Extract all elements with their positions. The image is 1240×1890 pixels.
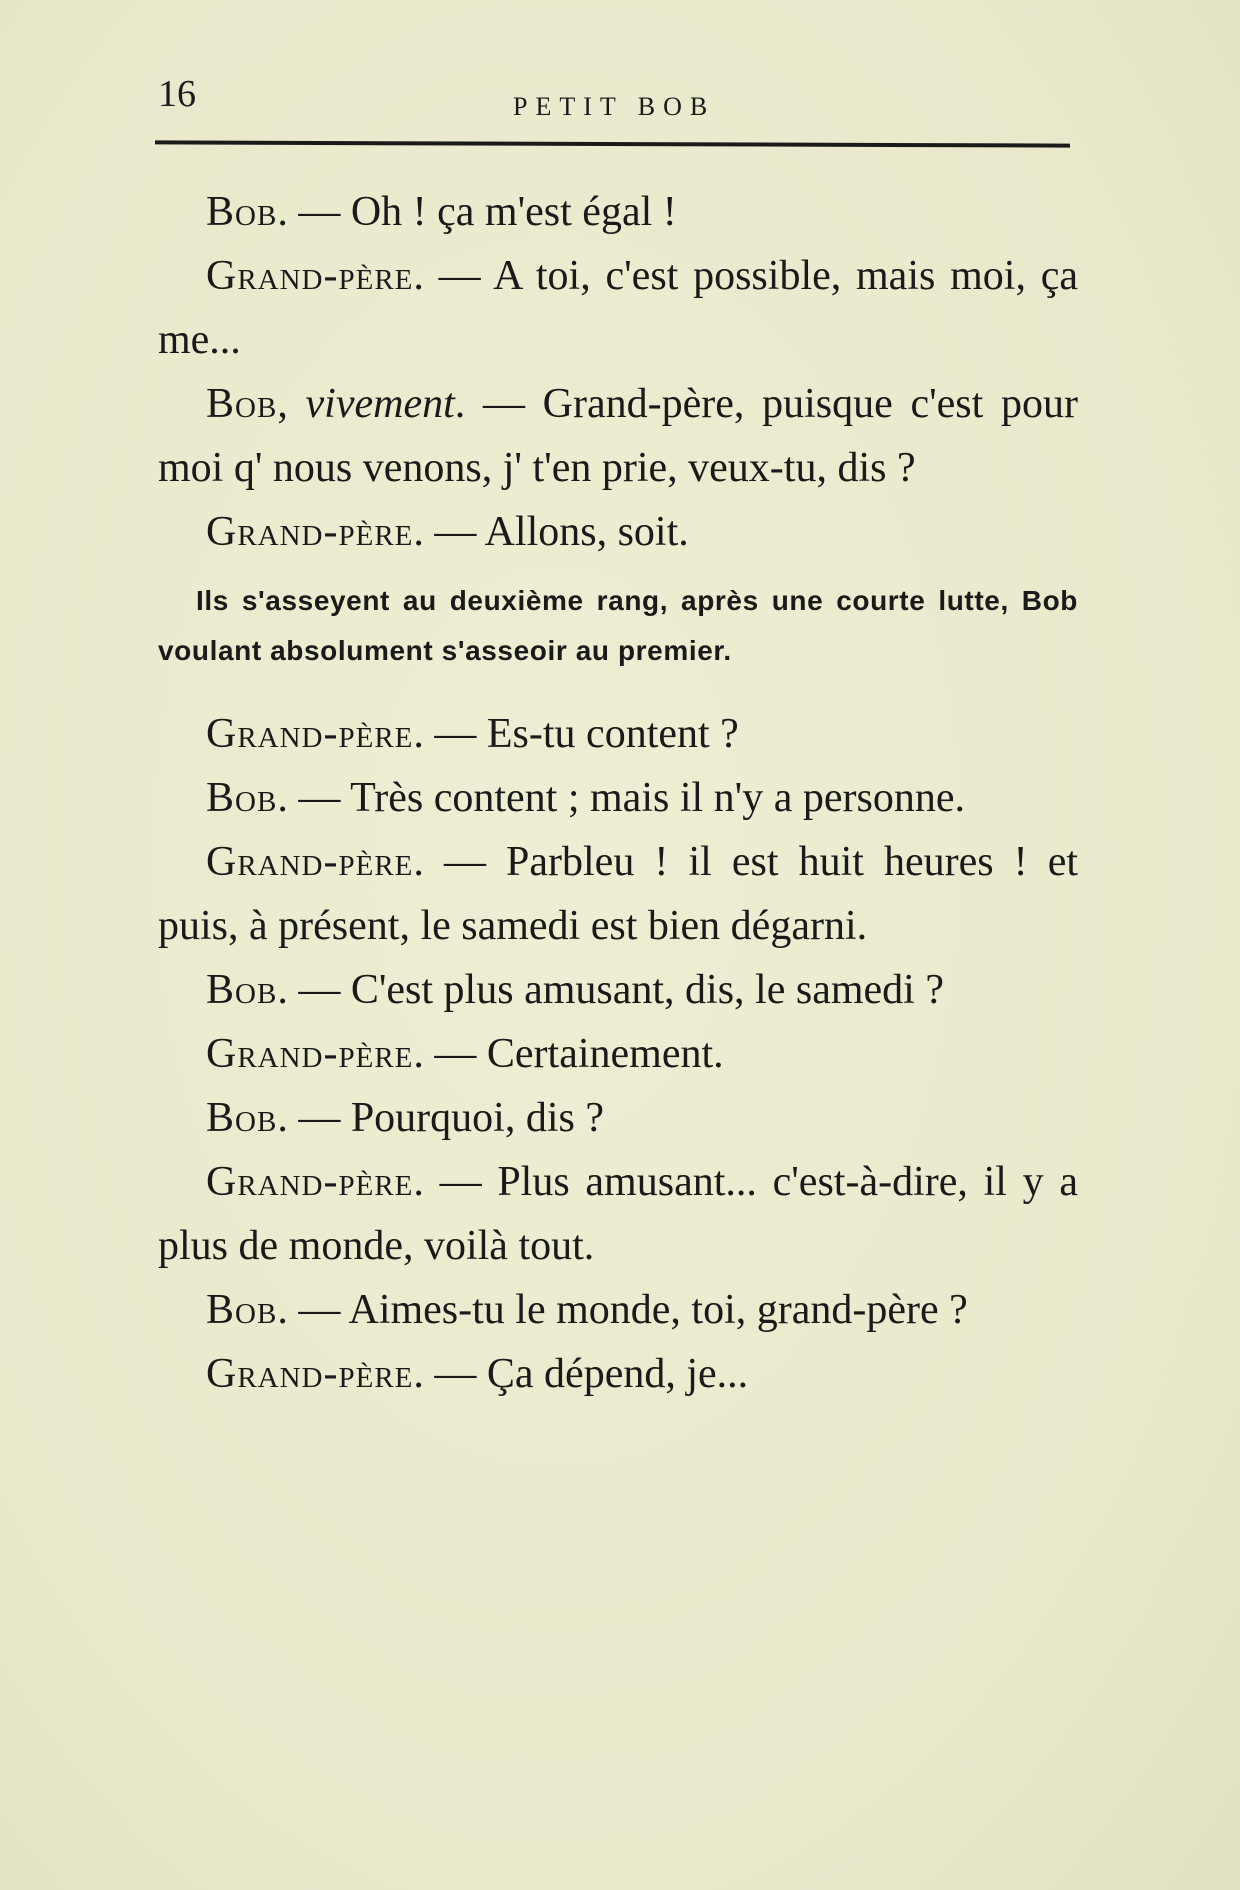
dialogue-line (158, 1150, 1078, 1278)
dialogue-line (158, 1278, 1078, 1342)
speaker: Grand-père (206, 1031, 414, 1077)
separator: . — (413, 253, 494, 299)
line-text: Parbleu ! il est huit heures ! et puis, à présent, le samedi est bien dégarni. (158, 839, 1079, 949)
separator: . — (454, 381, 543, 427)
dialogue-line (158, 702, 1078, 766)
speaker: Grand-père (206, 711, 414, 757)
speaker: Grand-père (206, 509, 414, 555)
speaker: Bob (206, 381, 278, 427)
page-header (158, 72, 1073, 132)
speaker: Bob (206, 967, 278, 1013)
separator: . — (277, 1287, 349, 1333)
separator: , (277, 381, 306, 427)
stage-cue: vivement (305, 381, 455, 427)
line-text: Très content ; mais il n'y a personne. (350, 775, 965, 821)
stage-direction: Ils s'asseyent au deuxième rang, après une courte lutte, Bob voulant absolument s'asseoir au premier. (158, 585, 1078, 666)
separator: . — (413, 1159, 498, 1205)
line-text: Pourquoi, dis ? (350, 1095, 604, 1141)
separator: . — (413, 711, 487, 757)
page-text (158, 180, 1078, 1406)
running-head: PETIT BOB (513, 92, 716, 121)
line-text: Aimes-tu le monde, toi, grand-père ? (348, 1287, 968, 1333)
dialogue-line (158, 1022, 1078, 1086)
line-text: Oh ! ça m'est égal ! (350, 189, 677, 235)
dialogue-line (158, 180, 1078, 244)
line-text: Es-tu content ? (486, 711, 739, 757)
separator: . — (277, 775, 351, 821)
speaker: Bob (206, 775, 278, 821)
speaker: Bob (206, 1095, 278, 1141)
separator: . — (277, 967, 351, 1013)
dialogue-line (158, 372, 1078, 500)
header-rule (155, 140, 1070, 147)
dialogue-line (158, 1086, 1078, 1150)
separator: . — (413, 509, 485, 555)
dialogue-line (158, 244, 1078, 372)
speaker: Grand-père (206, 1351, 414, 1397)
separator: . — (413, 839, 507, 885)
dialogue-line (158, 958, 1078, 1022)
separator: . — (277, 189, 351, 235)
separator: . — (277, 1095, 351, 1141)
line-text: C'est plus amusant, dis, le samedi ? (350, 967, 944, 1013)
page-number: 16 (158, 73, 196, 115)
line-text: Plus amusant... c'est-à-dire, il y a plus de monde, voilà tout. (158, 1159, 1079, 1269)
speaker: Grand-père (206, 253, 414, 299)
line-text: A toi, c'est possible, mais moi, ça me... (158, 253, 1078, 363)
line-text: Ça dépend, je... (486, 1351, 749, 1397)
separator: . — (413, 1031, 487, 1077)
line-text: Allons, soit. (484, 509, 689, 555)
separator: . — (413, 1351, 487, 1397)
dialogue-line (158, 830, 1078, 958)
line-text: Grand-père, puisque c'est pour moi q' nous venons, j' t'en prie, veux-tu, dis ? (158, 381, 1078, 491)
speaker: Grand-père (206, 839, 414, 885)
dialogue-line (158, 766, 1078, 830)
dialogue-line (158, 1342, 1078, 1406)
line-text: Certainement. (486, 1031, 724, 1077)
speaker: Grand-père (206, 1159, 414, 1205)
dialogue-line (158, 500, 1078, 564)
speaker: Bob (206, 189, 278, 235)
speaker: Bob (206, 1287, 278, 1333)
